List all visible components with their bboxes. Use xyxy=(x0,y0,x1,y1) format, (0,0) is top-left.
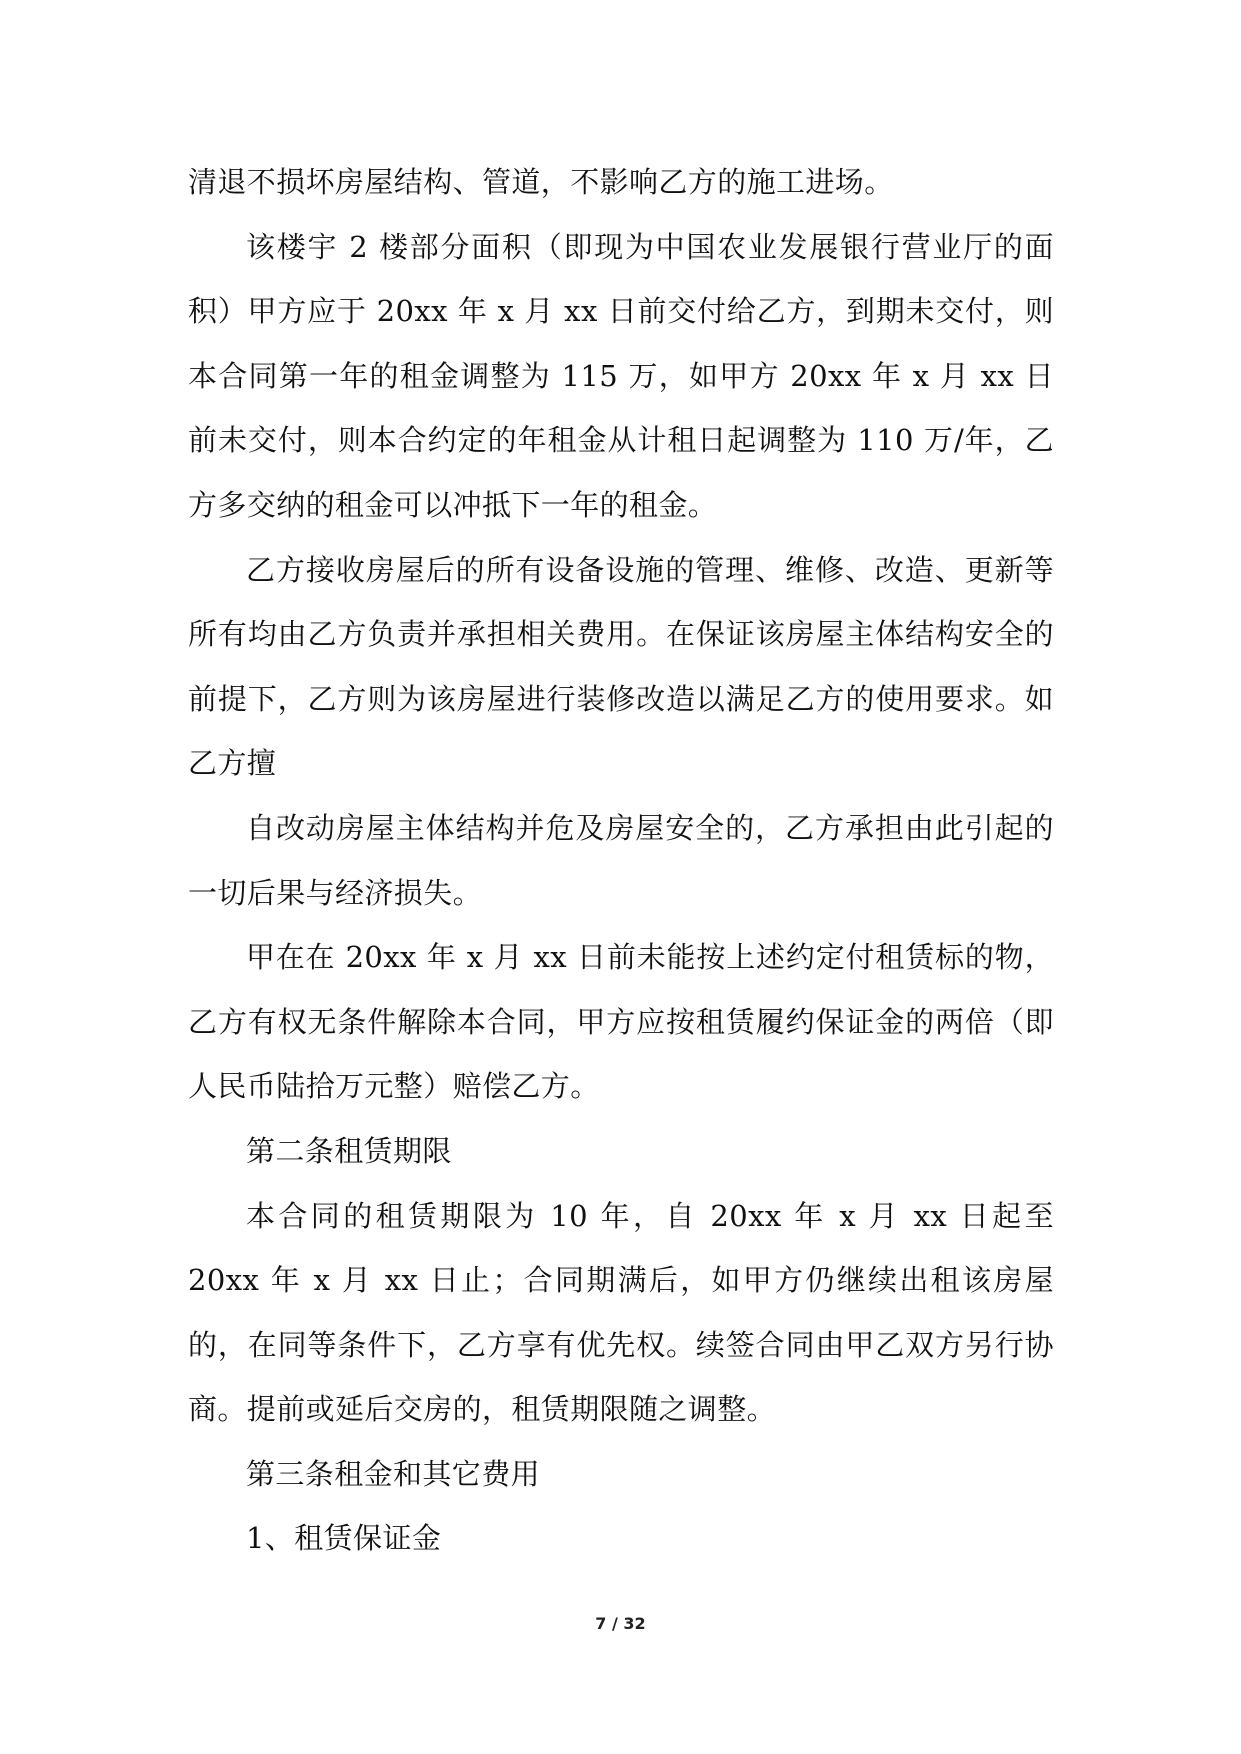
section-heading-lease-term: 第二条租赁期限 xyxy=(246,1133,452,1168)
paragraph-continuation: 清退不损坏房屋结构、管道，不影响乙方的施工进场。 xyxy=(188,165,894,199)
paragraph-floor-two-delivery: 该楼宇 2 楼部分面积（即现为中国农业发展银行营业厅的面积）甲方应于 20xx 年 x 月 xx 日前交付给乙方，到期未交付，则本合同第一年的租金调整为 115 万，如甲方 20xx 年 x 月 xx 日前未交付，则本合约定的年租金从计租日起调整为 110 万/年，乙方多交纳的租金可以冲抵下一年的租金。 xyxy=(188,229,1054,522)
paragraph-maintenance: 乙方接收房屋后的所有设备设施的管理、维修、改造、更新等所有均由乙方负责并承担相关费用。在保证该房屋主体结构安全的前提下，乙方则为该房屋进行装修改造以满足乙方的使用要求。如乙方擅 xyxy=(188,552,1054,781)
paragraph-structure-liability: 自改动房屋主体结构并危及房屋安全的，乙方承担由此引起的一切后果与经济损失。 xyxy=(188,810,1054,910)
list-item-deposit: 1、租赁保证金 xyxy=(246,1521,442,1556)
paragraph-lease-term: 本合同的租赁期限为 10 年，自 20xx 年 x 月 xx 日起至 20xx 年 x 月 xx 日止；合同期满后，如甲方仍继续出租该房屋的，在同等条件下，乙方享有优先权。续签合同由甲乙双方另行协商。提前或延后交房的，租赁期限随之调整。 xyxy=(188,1198,1054,1427)
paragraph-termination: 甲在在 20xx 年 x 月 xx 日前未能按上述约定付租赁标的物，乙方有权无条件解除本合同，甲方应按租赁履约保证金的两倍（即人民币陆拾万元整）赔偿乙方。 xyxy=(188,940,1054,1104)
section-heading-rent-fees: 第三条租金和其它费用 xyxy=(246,1456,541,1491)
document-body xyxy=(188,150,1054,1571)
page-number: 7 / 32 xyxy=(595,1614,646,1633)
